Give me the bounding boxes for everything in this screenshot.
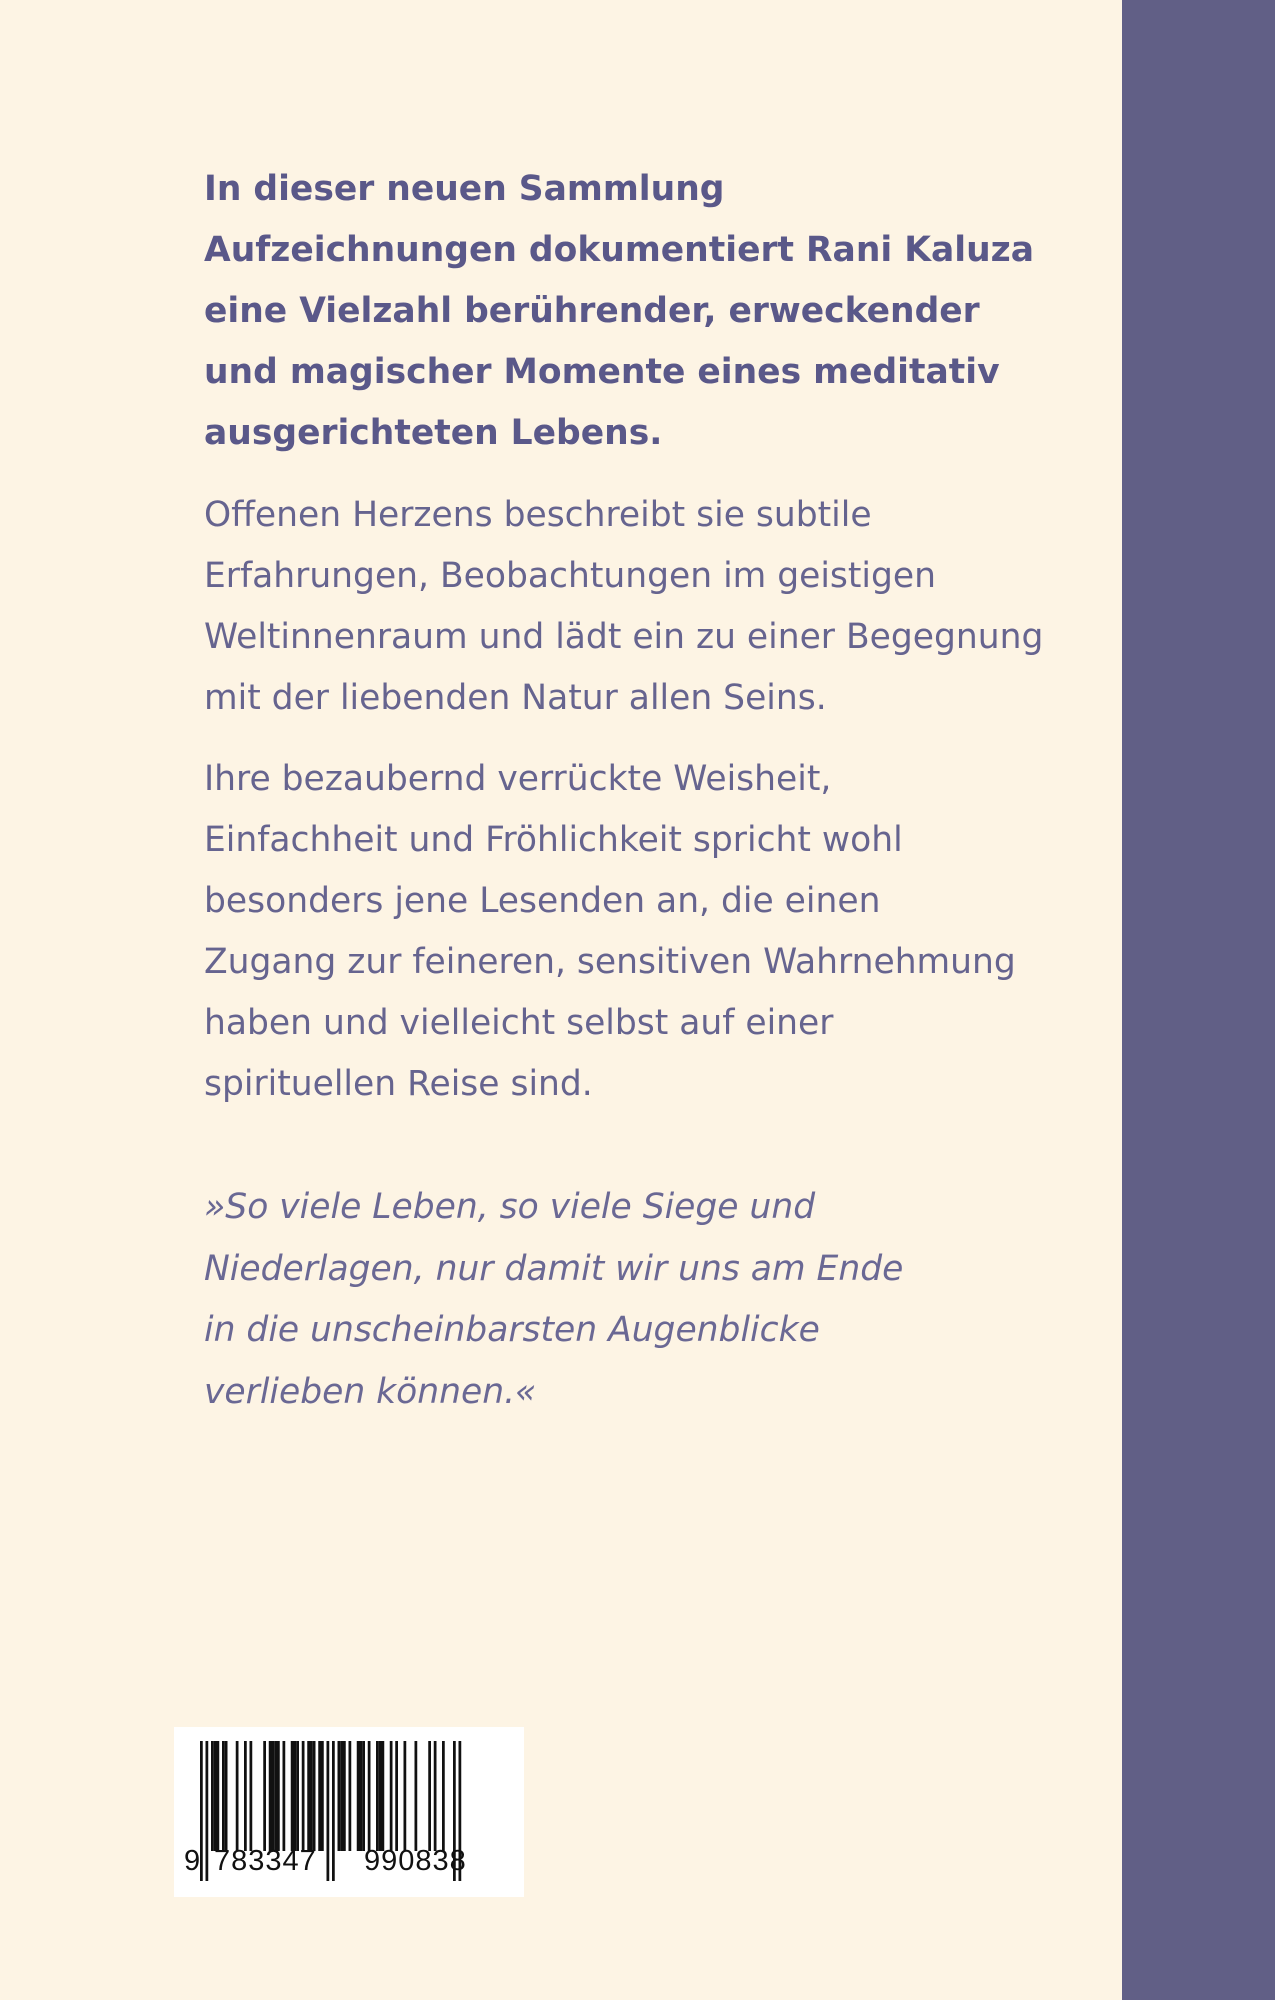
quote-line: Niederlagen, nur damit wir uns am Ende [204,1248,904,1289]
barcode-bar [277,1741,280,1851]
barcode-right-digits: 990838 [364,1845,467,1877]
barcode-bar [428,1741,431,1851]
barcode-bar [225,1741,228,1851]
barcode-bar [250,1741,253,1851]
barcode-bar [332,1741,335,1881]
barcode-left-digits: 783347 [214,1845,317,1877]
barcode-bar [442,1741,445,1851]
barcode-bar [338,1741,341,1851]
barcode-bar [382,1741,385,1851]
description-line: Offenen Herzens beschreibt sie subtile [204,495,872,535]
description-paragraph-2 [204,485,1084,729]
quote-line: verlieben können.« [204,1371,537,1412]
barcode-bar [404,1741,407,1851]
quote-line: »So viele Leben, so viele Siege und [204,1187,816,1227]
intro-paragraph [204,159,1084,464]
barcode-bar [390,1741,393,1851]
barcode-bar [368,1741,371,1851]
description-line: spirituellen Reise sind. [204,1064,593,1104]
intro-line: eine Vielzahl berührender, erweckender [204,291,980,331]
barcode-bar [357,1741,360,1851]
barcode-bar [283,1741,286,1851]
description-line: Zugang zur feineren, sensitiven Wahrnehmung [204,942,1016,982]
description-line: besonders jene Lesenden an, die einen [204,881,881,921]
barcode-bar [222,1741,225,1851]
barcode-bar [236,1741,239,1851]
barcode-bar [343,1741,346,1851]
description-line: haben und vielleicht selbst auf einer [204,1003,834,1043]
barcode-bar [291,1741,294,1851]
barcode-bar [376,1741,379,1851]
description-line: Ihre bezaubernd verrückte Weisheit, [204,759,832,799]
barcode-bar [244,1741,247,1851]
barcode-first-digit: 9 [184,1845,202,1877]
isbn-barcode [174,1727,524,1897]
barcode-bar [206,1741,209,1881]
quote-block [204,1177,1084,1423]
barcode-bar [340,1741,343,1851]
intro-line: ausgerichteten Lebens. [204,413,663,453]
intro-line: und magischer Momente eines meditativ [204,352,1000,392]
description-line: Erfahrungen, Beobachtungen im geistigen [204,556,937,596]
barcode-bar [362,1741,365,1851]
intro-line: In dieser neuen Sammlung [204,169,725,209]
barcode-bar [296,1741,299,1851]
barcode-bar [313,1741,316,1851]
description-line: mit der liebenden Natur allen Seins. [204,678,827,718]
intro-line: Aufzeichnungen dokumentiert Rani Kaluza [204,230,1034,270]
barcode-bar [349,1741,352,1851]
barcode-bar [327,1741,330,1881]
barcode-bar [310,1741,313,1851]
barcode-bar [269,1741,272,1851]
barcode-bar [321,1741,324,1851]
description-paragraph-3 [204,749,1084,1115]
barcode-bar [211,1741,214,1851]
barcode-bar [217,1741,220,1851]
barcode-bar [434,1741,437,1851]
barcode-bar [379,1741,382,1851]
barcode-bar [318,1741,321,1851]
barcode-bar [415,1741,418,1851]
barcode-bar [302,1741,305,1851]
description-line: Einfachheit und Fröhlichkeit spricht wohl [204,820,903,860]
barcode-bar [272,1741,275,1851]
barcode-bar [274,1741,277,1851]
barcode-bar [395,1741,398,1851]
quote-line: in die unscheinbarsten Augenblicke [204,1310,820,1350]
barcode-bar [360,1741,363,1851]
barcode-bar [214,1741,217,1851]
barcode-bar [294,1741,297,1851]
barcode-bar [263,1741,266,1851]
barcode-bar [307,1741,310,1851]
spine-edge [1122,0,1275,2000]
description-line: Weltinnenraum und lädt ein zu einer Begegnung [204,617,1044,657]
